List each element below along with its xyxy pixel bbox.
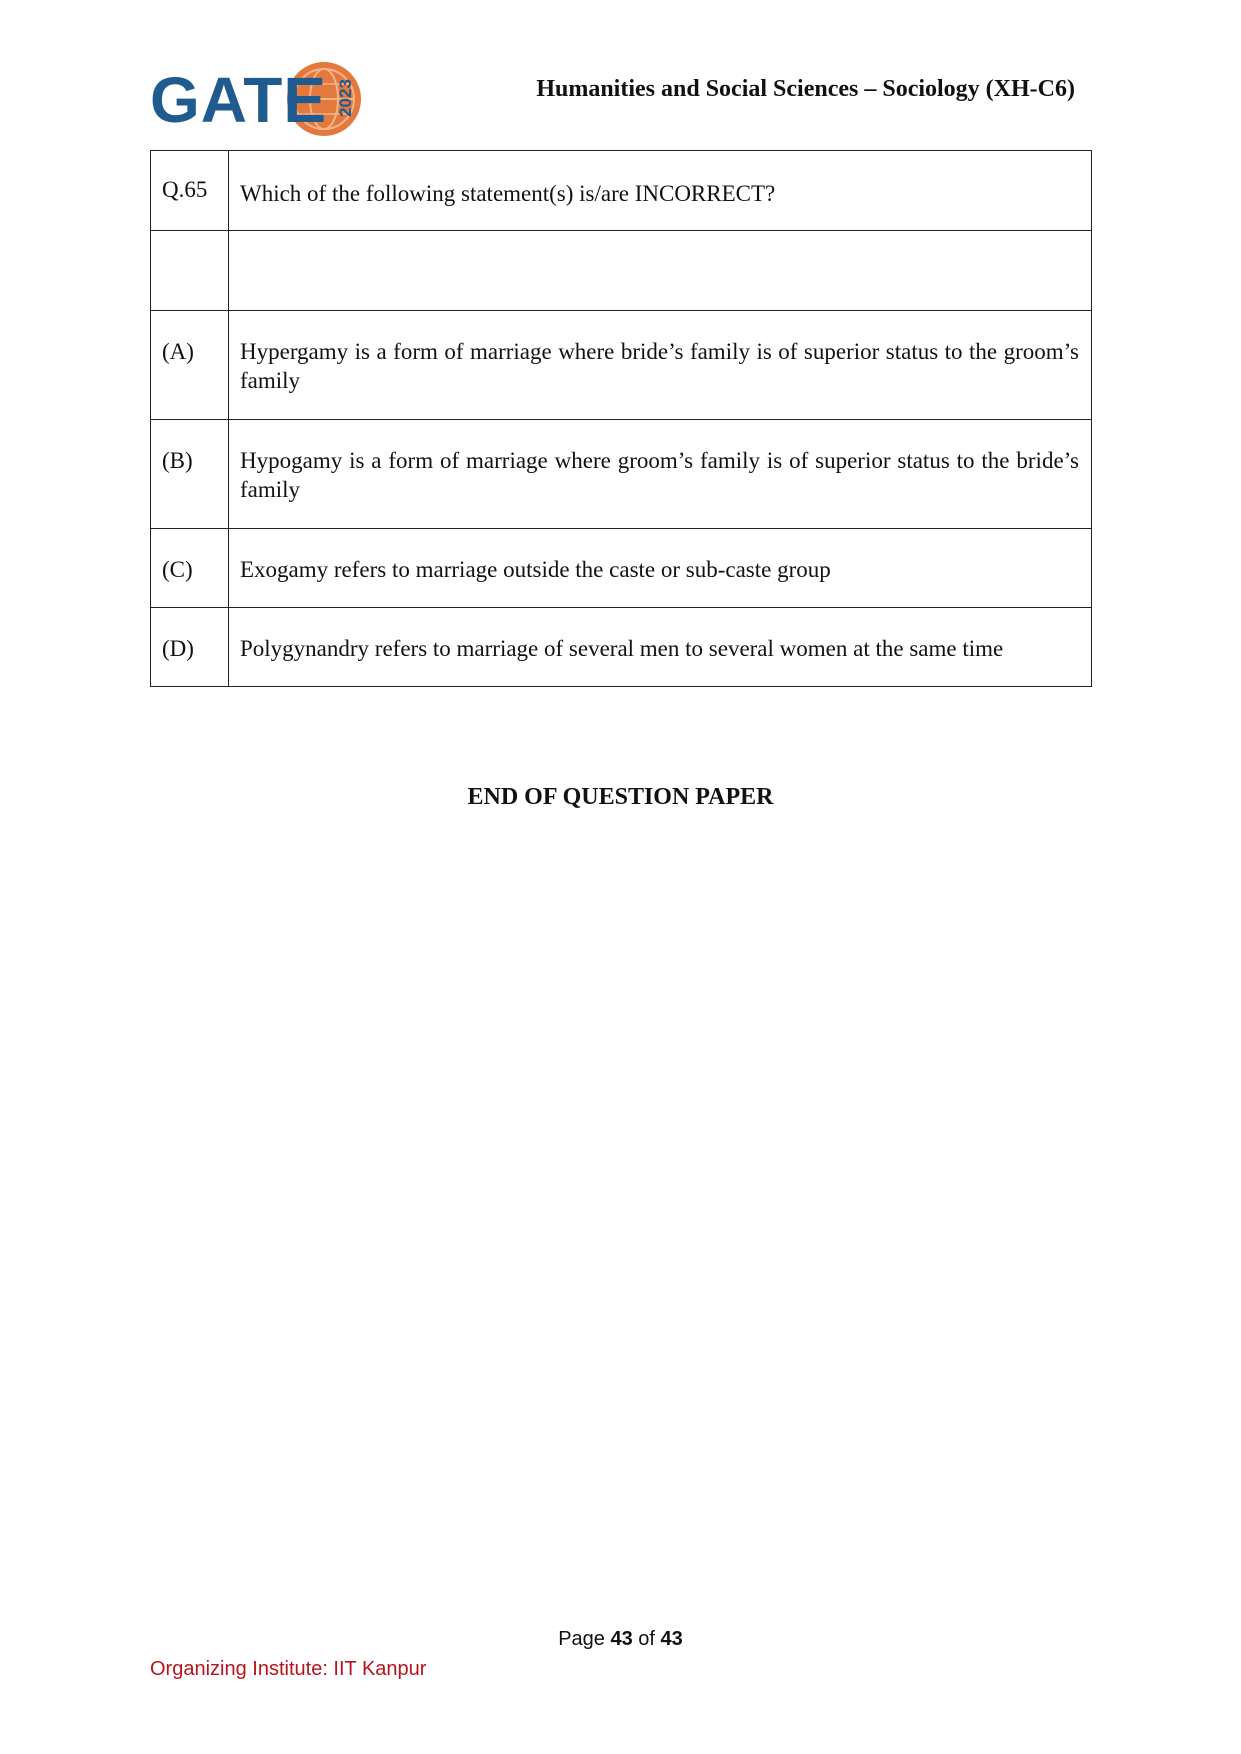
empty-row [151, 231, 1092, 311]
option-label: (D) [151, 608, 229, 687]
total-pages: 43 [660, 1628, 683, 1650]
current-page: 43 [610, 1628, 633, 1650]
option-text: Exogamy refers to marriage outside the caste or sub-caste group [229, 529, 1092, 608]
option-row-b [151, 420, 1092, 529]
option-row-c [151, 529, 1092, 608]
logo-wordmark: GATE [150, 64, 328, 136]
option-text: Polygynandry refers to marriage of several men to several women at the same time [229, 608, 1092, 687]
option-label: (A) [151, 311, 229, 420]
option-row-d [151, 608, 1092, 687]
option-row-a [151, 311, 1092, 420]
end-of-paper-text: END OF QUESTION PAPER [467, 784, 774, 810]
question-number: Q.65 [151, 151, 229, 231]
question-text: Which of the following statement(s) is/are INCORRECT? [229, 151, 1092, 231]
option-text: Hypogamy is a form of marriage where groom’s family is of superior status to the bride’s family [229, 420, 1092, 529]
question-table [150, 150, 1092, 687]
option-label: (C) [151, 529, 229, 608]
gate-2023-logo [150, 58, 360, 142]
page-number: Page 43 of 43 [558, 1628, 683, 1650]
option-label: (B) [151, 420, 229, 529]
option-text: Hypergamy is a form of marriage where bride’s family is of superior status to the groom’s family [229, 311, 1092, 420]
question-row [151, 151, 1092, 231]
logo-year: 2023 [336, 79, 355, 117]
organizing-institute: Organizing Institute: IIT Kanpur [150, 1658, 427, 1680]
paper-title: Humanities and Social Sciences – Sociology (XH-C6) [536, 76, 1075, 102]
